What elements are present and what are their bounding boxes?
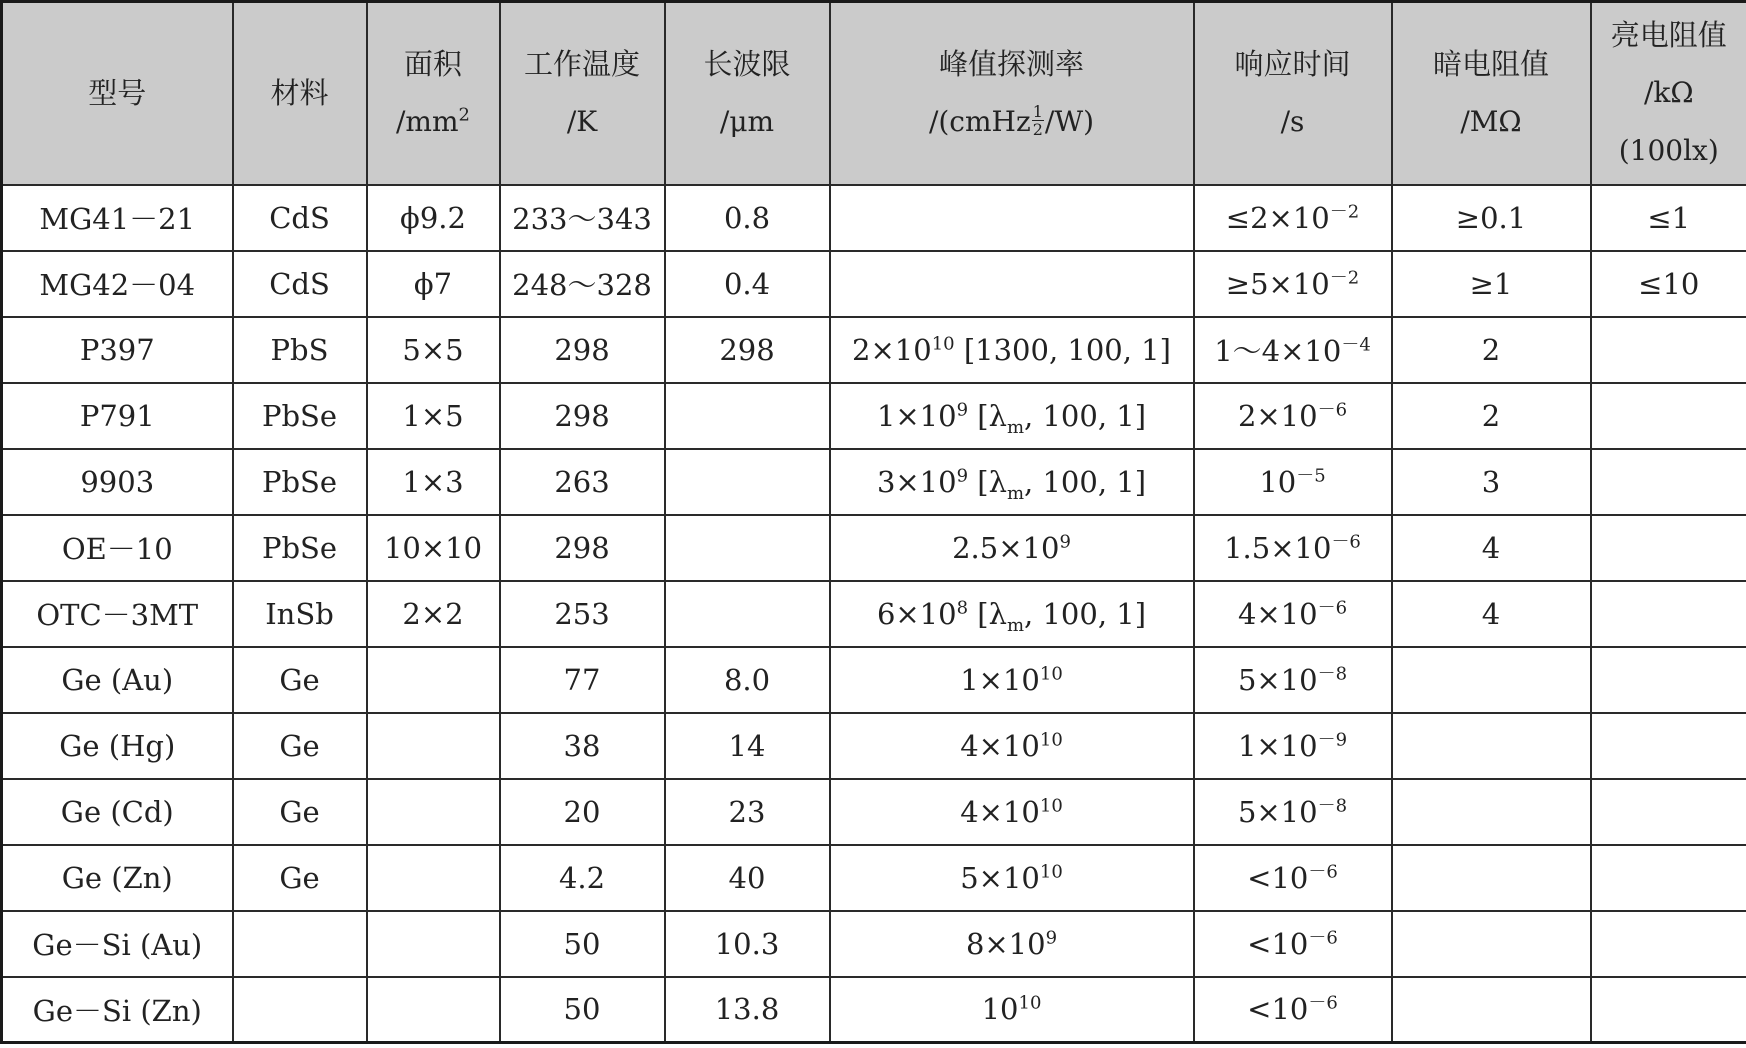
table-row — [2, 515, 1746, 581]
detectivity-base: 3×10 — [876, 464, 957, 499]
detectivity-base: 4×10 — [960, 728, 1040, 763]
detectivity-exponent: 10 — [1039, 728, 1063, 750]
response-base: 4×10 — [1237, 596, 1318, 631]
cell-model — [2, 647, 233, 713]
header-dark-resistance-unit: /MΩ — [1460, 105, 1522, 139]
detectivity-exponent: 10 — [1039, 794, 1063, 816]
cell-response — [1194, 647, 1392, 713]
cell-material — [233, 449, 367, 515]
material-value: Ge — [279, 794, 320, 829]
header-response — [1194, 2, 1392, 185]
cell-material — [233, 713, 367, 779]
header-response-unit: /s — [1280, 105, 1305, 139]
cell-light-resistance — [1591, 251, 1746, 317]
detectivity-exponent: 10 — [1039, 662, 1063, 684]
header-wavelength-unit: /μm — [719, 105, 775, 139]
material-value: PbSe — [261, 530, 338, 565]
header-detectivity-label: 峰值探测率 — [938, 47, 1084, 82]
cell-detectivity — [830, 911, 1194, 977]
temp-value: 233～343 — [512, 202, 652, 236]
cell-wavelength — [665, 515, 830, 581]
detectivity-base: 4×10 — [960, 794, 1040, 829]
dark-resistance-value: 4 — [1481, 530, 1501, 565]
wavelength-value: 298 — [719, 332, 775, 367]
area-value: 5×5 — [402, 332, 464, 367]
response-base: 5×10 — [1237, 662, 1318, 697]
detectivity-condition-sub: m — [1006, 416, 1025, 438]
detectivity-condition-pre: [λ — [968, 596, 1007, 631]
response-exponent: －6 — [1317, 596, 1348, 618]
dark-resistance-value: ≥1 — [1469, 266, 1513, 301]
detectivity-condition-pre: [λ — [968, 464, 1007, 499]
cell-area — [367, 251, 500, 317]
cell-light-resistance — [1591, 647, 1746, 713]
response-exponent: －8 — [1317, 662, 1348, 684]
header-wavelength-label: 长波限 — [703, 47, 791, 82]
header-temp-label: 工作温度 — [523, 47, 640, 82]
model-value: MG42－04 — [39, 268, 196, 302]
header-model-label: 型号 — [88, 76, 147, 111]
cell-light-resistance — [1591, 911, 1746, 977]
cell-material — [233, 185, 367, 251]
header-area-unit — [396, 93, 470, 151]
cell-dark-resistance — [1392, 515, 1591, 581]
cell-area — [367, 647, 500, 713]
header-area-label: 面积 — [403, 47, 462, 82]
table-row — [2, 647, 1746, 713]
header-model — [2, 2, 233, 185]
cell-model — [2, 449, 233, 515]
model-value: Ge (Hg) — [59, 728, 176, 763]
cell-dark-resistance — [1392, 779, 1591, 845]
detectivity-condition-sub: m — [1006, 614, 1025, 636]
cell-wavelength — [665, 845, 830, 911]
dark-resistance-value: 2 — [1481, 332, 1501, 367]
cell-dark-resistance — [1392, 581, 1591, 647]
cell-area — [367, 713, 500, 779]
cell-dark-resistance — [1392, 383, 1591, 449]
wavelength-value: 10.3 — [714, 926, 780, 961]
cell-light-resistance — [1591, 317, 1746, 383]
cell-material — [233, 845, 367, 911]
cell-detectivity — [830, 251, 1194, 317]
detectivity-base: 10 — [981, 992, 1019, 1027]
header-detectivity-unit-post: /W) — [1044, 105, 1095, 139]
cell-detectivity — [830, 713, 1194, 779]
detectivity-condition-sub: m — [1006, 482, 1025, 504]
material-value: CdS — [269, 200, 330, 235]
response-base: <10 — [1247, 860, 1309, 895]
table-row — [2, 845, 1746, 911]
detectivity-condition-post: , 100, 1] — [1024, 398, 1147, 433]
response-exponent: －4 — [1341, 334, 1371, 356]
cell-dark-resistance — [1392, 911, 1591, 977]
cell-area — [367, 317, 500, 383]
area-value: 10×10 — [383, 530, 483, 565]
cell-wavelength — [665, 449, 830, 515]
cell-material — [233, 581, 367, 647]
detectivity-base: 2×10 — [852, 332, 932, 367]
header-row — [2, 2, 1746, 185]
dark-resistance-value: 3 — [1481, 464, 1501, 499]
detectivity-base: 8×10 — [965, 926, 1046, 961]
temp-value: 298 — [554, 530, 610, 565]
wavelength-value: 0.4 — [723, 266, 771, 301]
cell-area — [367, 977, 500, 1043]
temp-value: 50 — [563, 992, 601, 1027]
response-exponent: －2 — [1329, 266, 1360, 288]
cell-detectivity — [830, 647, 1194, 713]
cell-detectivity — [830, 581, 1194, 647]
cell-dark-resistance — [1392, 647, 1591, 713]
header-detectivity-unit-pre: /(cmHz — [928, 105, 1031, 139]
cell-detectivity — [830, 383, 1194, 449]
response-exponent: －2 — [1329, 200, 1360, 222]
light-resistance-value: ≤10 — [1638, 266, 1700, 301]
cell-wavelength — [665, 383, 830, 449]
model-value: P397 — [79, 332, 155, 367]
header-dark-resistance — [1392, 2, 1591, 185]
wavelength-value: 23 — [728, 794, 766, 829]
temp-value: 248～328 — [512, 268, 652, 302]
cell-response — [1194, 977, 1392, 1043]
table-row — [2, 317, 1746, 383]
response-base: 10 — [1259, 464, 1297, 499]
response-exponent: －6 — [1308, 926, 1338, 948]
detectivity-exponent: 9 — [956, 398, 969, 420]
response-base: ≥5×10 — [1225, 266, 1330, 301]
cell-model — [2, 713, 233, 779]
cell-temp — [500, 317, 665, 383]
model-value: Ge－Si (Au) — [32, 928, 203, 962]
fraction-numerator: 1 — [1032, 102, 1043, 122]
material-value: InSb — [265, 596, 334, 631]
cell-response — [1194, 449, 1392, 515]
cell-wavelength — [665, 317, 830, 383]
header-area-unit-exp: 2 — [458, 104, 470, 126]
cell-response — [1194, 581, 1392, 647]
cell-dark-resistance — [1392, 251, 1591, 317]
header-light-resistance — [1591, 2, 1746, 185]
cell-temp — [500, 581, 665, 647]
temp-value: 77 — [563, 662, 601, 697]
detectivity-condition-post: , 100, 1] — [1024, 464, 1147, 499]
cell-light-resistance — [1591, 581, 1746, 647]
response-exponent: －5 — [1296, 464, 1326, 486]
temp-value: 298 — [554, 332, 610, 367]
cell-temp — [500, 515, 665, 581]
area-value: ϕ7 — [413, 266, 453, 301]
cell-area — [367, 845, 500, 911]
model-value: OTC－3MT — [36, 598, 199, 632]
header-light-resistance-label: 亮电阻值 — [1610, 18, 1727, 53]
material-value: CdS — [269, 266, 330, 301]
detectivity-base: 1×10 — [876, 398, 957, 433]
cell-light-resistance — [1591, 515, 1746, 581]
table-row — [2, 383, 1746, 449]
temp-value: 38 — [563, 728, 601, 763]
cell-light-resistance — [1591, 713, 1746, 779]
table-row — [2, 581, 1746, 647]
cell-model — [2, 581, 233, 647]
cell-response — [1194, 713, 1392, 779]
detectivity-condition-pre: [λ — [968, 398, 1007, 433]
header-detectivity-fraction — [1032, 103, 1044, 138]
table-row — [2, 779, 1746, 845]
cell-material — [233, 383, 367, 449]
cell-light-resistance — [1591, 383, 1746, 449]
cell-material — [233, 647, 367, 713]
temp-value: 253 — [554, 596, 610, 631]
cell-light-resistance — [1591, 449, 1746, 515]
cell-wavelength — [665, 185, 830, 251]
cell-wavelength — [665, 647, 830, 713]
detectivity-exponent: 8 — [956, 596, 969, 618]
response-base: 1～4×10 — [1214, 334, 1342, 368]
header-material — [233, 2, 367, 185]
response-base: <10 — [1247, 992, 1309, 1027]
cell-area — [367, 449, 500, 515]
material-value: PbS — [270, 332, 329, 367]
table-row — [2, 977, 1746, 1043]
model-value: Ge (Cd) — [60, 794, 174, 829]
area-value: 1×5 — [402, 398, 464, 433]
cell-response — [1194, 185, 1392, 251]
dark-resistance-value: 2 — [1481, 398, 1501, 433]
header-dark-resistance-label: 暗电阻值 — [1432, 47, 1549, 82]
temp-value: 4.2 — [558, 860, 606, 895]
response-base: 5×10 — [1237, 794, 1318, 829]
cell-response — [1194, 383, 1392, 449]
detectivity-exponent: 10 — [1039, 860, 1063, 882]
cell-temp — [500, 845, 665, 911]
table-row — [2, 185, 1746, 251]
detectivity-base: 2.5×10 — [952, 530, 1060, 565]
header-area-unit-base: /mm — [396, 105, 459, 139]
cell-light-resistance — [1591, 779, 1746, 845]
table-row — [2, 911, 1746, 977]
cell-dark-resistance — [1392, 317, 1591, 383]
cell-wavelength — [665, 713, 830, 779]
cell-detectivity — [830, 317, 1194, 383]
response-base: <10 — [1247, 926, 1309, 961]
material-value: Ge — [279, 662, 320, 697]
response-exponent: －6 — [1308, 992, 1338, 1014]
header-response-label: 响应时间 — [1234, 47, 1351, 82]
cell-wavelength — [665, 911, 830, 977]
cell-detectivity — [830, 515, 1194, 581]
cell-model — [2, 845, 233, 911]
cell-temp — [500, 647, 665, 713]
cell-material — [233, 515, 367, 581]
response-exponent: －6 — [1317, 398, 1348, 420]
cell-light-resistance — [1591, 977, 1746, 1043]
cell-wavelength — [665, 251, 830, 317]
material-value: Ge — [279, 860, 320, 895]
cell-wavelength — [665, 581, 830, 647]
header-wavelength — [665, 2, 830, 185]
wavelength-value: 8.0 — [723, 662, 771, 697]
temp-value: 20 — [563, 794, 601, 829]
cell-model — [2, 911, 233, 977]
model-value: Ge－Si (Zn) — [32, 993, 202, 1028]
cell-material — [233, 911, 367, 977]
cell-response — [1194, 911, 1392, 977]
area-value: 1×3 — [402, 464, 464, 499]
cell-material — [233, 779, 367, 845]
response-base: 1.5×10 — [1224, 530, 1332, 565]
cell-material — [233, 317, 367, 383]
cell-model — [2, 185, 233, 251]
detectivity-exponent: 10 — [931, 332, 955, 354]
cell-light-resistance — [1591, 845, 1746, 911]
cell-temp — [500, 251, 665, 317]
dark-resistance-value: 4 — [1481, 596, 1501, 631]
cell-material — [233, 251, 367, 317]
detectivity-condition-post: , 100, 1] — [1024, 596, 1147, 631]
header-temp — [500, 2, 665, 185]
cell-detectivity — [830, 185, 1194, 251]
cell-area — [367, 185, 500, 251]
area-value: 2×2 — [402, 596, 464, 631]
cell-model — [2, 317, 233, 383]
cell-detectivity — [830, 779, 1194, 845]
model-value: 9903 — [80, 464, 155, 499]
cell-temp — [500, 911, 665, 977]
cell-response — [1194, 515, 1392, 581]
cell-dark-resistance — [1392, 977, 1591, 1043]
table-row — [2, 449, 1746, 515]
model-value: P791 — [79, 398, 155, 433]
cell-temp — [500, 977, 665, 1043]
detectivity-exponent: 10 — [1018, 992, 1042, 1014]
detectivity-exponent: 9 — [1059, 530, 1071, 552]
cell-wavelength — [665, 977, 830, 1043]
header-area — [367, 2, 500, 185]
cell-model — [2, 251, 233, 317]
cell-dark-resistance — [1392, 845, 1591, 911]
detectivity-base: 1×10 — [960, 662, 1040, 697]
cell-response — [1194, 845, 1392, 911]
response-base: ≤2×10 — [1225, 200, 1330, 235]
area-value: ϕ9.2 — [400, 200, 466, 235]
cell-detectivity — [830, 977, 1194, 1043]
material-value: PbSe — [261, 464, 338, 499]
cell-temp — [500, 383, 665, 449]
header-light-resistance-condition: (100lx) — [1618, 134, 1719, 168]
cell-area — [367, 515, 500, 581]
cell-response — [1194, 317, 1392, 383]
cell-model — [2, 383, 233, 449]
header-temp-unit: /K — [566, 105, 598, 139]
temp-value: 298 — [554, 398, 610, 433]
cell-model — [2, 515, 233, 581]
cell-dark-resistance — [1392, 185, 1591, 251]
model-value: Ge (Zn) — [61, 860, 173, 895]
cell-material — [233, 977, 367, 1043]
detectivity-exponent: 9 — [956, 464, 969, 486]
header-detectivity — [830, 2, 1194, 185]
response-exponent: －8 — [1317, 794, 1348, 816]
header-material-label: 材料 — [270, 76, 329, 111]
detectivity-condition-pre: [1300, 100, 1] — [954, 332, 1171, 367]
model-value: MG41－21 — [39, 202, 196, 236]
cell-wavelength — [665, 779, 830, 845]
cell-area — [367, 383, 500, 449]
wavelength-value: 14 — [728, 728, 766, 763]
table-row — [2, 251, 1746, 317]
cell-area — [367, 911, 500, 977]
cell-temp — [500, 449, 665, 515]
response-exponent: －6 — [1331, 530, 1361, 552]
cell-light-resistance — [1591, 185, 1746, 251]
fraction-denominator: 2 — [1032, 120, 1043, 140]
cell-area — [367, 779, 500, 845]
cell-dark-resistance — [1392, 449, 1591, 515]
material-value: PbSe — [261, 398, 338, 433]
cell-temp — [500, 713, 665, 779]
wavelength-value: 13.8 — [714, 992, 780, 1027]
wavelength-value: 0.8 — [723, 200, 771, 235]
material-value: Ge — [279, 728, 320, 763]
cell-response — [1194, 779, 1392, 845]
temp-value: 50 — [563, 926, 601, 961]
response-exponent: －6 — [1308, 860, 1338, 882]
detectivity-base: 5×10 — [960, 860, 1040, 895]
cell-response — [1194, 251, 1392, 317]
cell-temp — [500, 779, 665, 845]
cell-detectivity — [830, 449, 1194, 515]
detectivity-exponent: 9 — [1045, 926, 1058, 948]
cell-area — [367, 581, 500, 647]
header-light-resistance-unit: /kΩ — [1643, 76, 1694, 110]
temp-value: 263 — [554, 464, 610, 499]
wavelength-value: 40 — [728, 860, 766, 895]
light-resistance-value: ≤1 — [1647, 200, 1691, 235]
response-base: 1×10 — [1237, 728, 1318, 763]
dark-resistance-value: ≥0.1 — [1455, 200, 1527, 235]
cell-model — [2, 977, 233, 1043]
model-value: Ge (Au) — [61, 662, 174, 697]
cell-detectivity — [830, 845, 1194, 911]
detectivity-base: 6×10 — [876, 596, 957, 631]
response-exponent: －9 — [1317, 728, 1348, 750]
header-detectivity-unit — [929, 93, 1094, 151]
cell-dark-resistance — [1392, 713, 1591, 779]
cell-model — [2, 779, 233, 845]
table-row — [2, 713, 1746, 779]
cell-temp — [500, 185, 665, 251]
model-value: OE－10 — [61, 532, 173, 566]
response-base: 2×10 — [1237, 398, 1318, 433]
